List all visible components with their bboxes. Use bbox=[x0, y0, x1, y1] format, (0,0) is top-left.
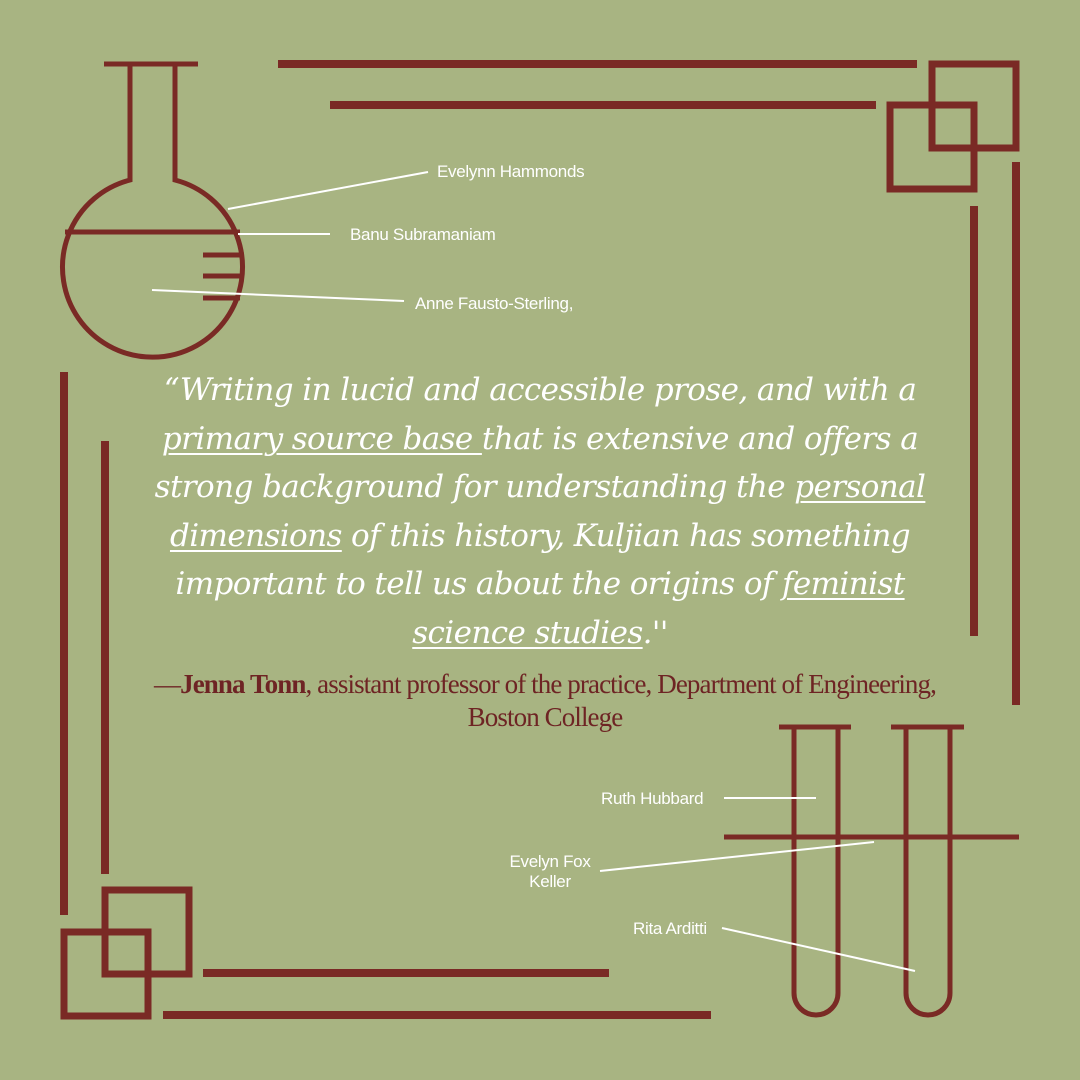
quote-attribution bbox=[150, 668, 940, 734]
leader-line-hammonds bbox=[228, 172, 428, 209]
test-tube-icon bbox=[891, 727, 964, 1015]
label-banu-subramaniam: Banu Subramaniam bbox=[350, 225, 496, 244]
test-tube-icon bbox=[779, 727, 851, 1015]
quote-close-mark: .'' bbox=[642, 614, 668, 651]
test-tube-body bbox=[906, 727, 950, 1015]
quote-emphasis: feminist science studies bbox=[412, 566, 905, 651]
overlapping-squares-ornament-icon bbox=[890, 64, 1016, 189]
label-rita-arditti: Rita Arditti bbox=[633, 919, 707, 938]
pull-quote bbox=[140, 366, 940, 657]
quote-text: that is extensive and offers a strong background for understanding the bbox=[154, 420, 919, 505]
quote-text: of this history, Kuljian has something important to tell us about the origins of bbox=[175, 517, 911, 602]
attribution-title: , assistant professor of the practice, Department of Engineering, Boston College bbox=[305, 669, 936, 732]
quote-emphasis: personal dimensions bbox=[169, 469, 926, 554]
leader-line-keller bbox=[600, 842, 874, 871]
test-tube-rack bbox=[724, 727, 1019, 1015]
overlapping-squares-ornament-icon bbox=[64, 890, 189, 1016]
flask-body bbox=[63, 64, 243, 357]
leader-line-fausto-sterling bbox=[152, 290, 404, 301]
label-line: Evelyn Fox bbox=[509, 852, 591, 871]
label-evelynn-hammonds: Evelynn Hammonds bbox=[437, 162, 585, 181]
attribution-name: Jenna Tonn bbox=[180, 669, 306, 699]
leader-line-arditti bbox=[722, 928, 915, 971]
label-line: Keller bbox=[529, 872, 571, 891]
label-ruth-hubbard: Ruth Hubbard bbox=[601, 789, 704, 808]
quote-open-mark: “ bbox=[163, 372, 180, 408]
attribution-dash: — bbox=[154, 669, 181, 699]
round-bottom-flask-icon bbox=[63, 64, 245, 357]
label-anne-fausto-sterling: Anne Fausto-Sterling, bbox=[415, 294, 574, 313]
quote-text: Writing in lucid and accessible prose, and with a bbox=[179, 372, 917, 408]
quote-emphasis: primary source base bbox=[161, 420, 482, 457]
label-evelyn-fox-keller bbox=[502, 852, 598, 892]
test-tube-body bbox=[794, 727, 838, 1015]
